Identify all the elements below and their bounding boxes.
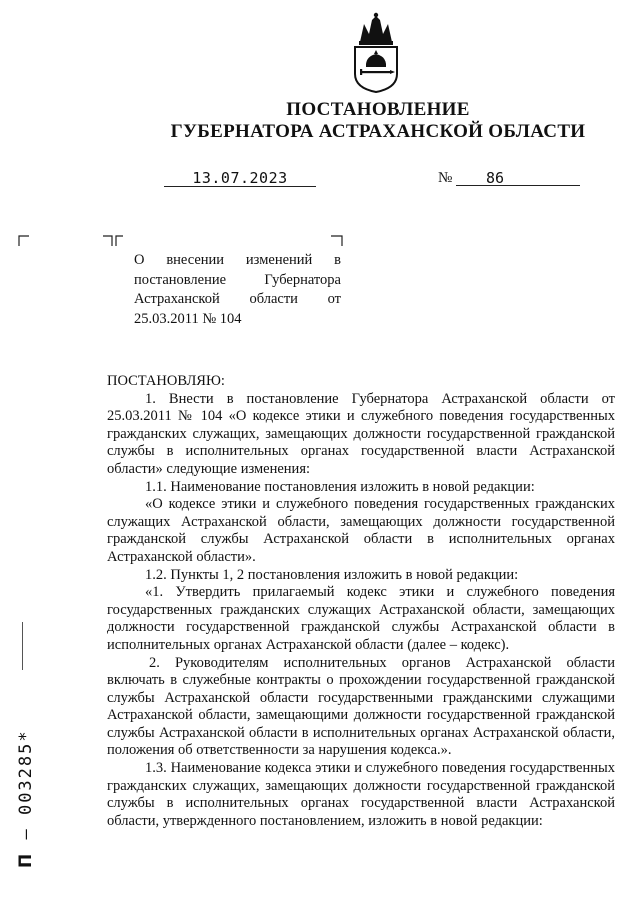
number-label: №: [438, 170, 453, 186]
document-issuer: ГУБЕРНАТОРА АСТРАХАНСКОЙ ОБЛАСТИ: [170, 121, 586, 142]
paragraph: «О кодексе этики и служебного поведения государственных гражданских служащих Астраханской области, замещающих должности государственной гражданской службы Астраханской области в исполнительных органах Астраханской области».: [107, 496, 615, 565]
opening-line: ПОСТАНОВЛЯЮ:: [107, 373, 225, 389]
bracket-top-right: [330, 235, 344, 247]
side-code-prefix: П: [16, 851, 36, 868]
coat-of-arms-icon: [350, 12, 402, 94]
bracket-top-left: [18, 235, 30, 247]
paragraph: 1.1. Наименование постановления изложить в новой редакции:: [145, 478, 535, 495]
paragraph: 1.2. Пункты 1, 2 постановления изложить в новой редакции:: [145, 566, 519, 583]
bracket-top-middle: [102, 235, 124, 247]
document-subject: О внесении изменений в постановление Губернатора Астраханской области от 25.03.2011 № 104: [134, 252, 341, 327]
paragraph: «1. Утвердить прилагаемый кодекс этики и служебного поведения государственных гражданских служащих Астраханской области, замещающих должности государственной гражданской службы Астраханской области в исполнительных органах Астраханской области (далее – кодекс).: [107, 584, 615, 653]
document-number: 86: [456, 170, 580, 186]
document-body: [107, 373, 615, 830]
side-code-number: – 003285*: [16, 729, 36, 840]
paragraph: 1. Внести в постановление Губернатора Астраханской области от 25.03.2011 № 104 «О кодексе этики и служебного поведения государственных гражданских служащих, замещающих должности государственной гражданской службы в исполнительных органах государственной власти Астраханской области» следующие изменения:: [107, 390, 615, 477]
side-registration-code: [16, 729, 36, 868]
document-date: 13.07.2023: [164, 170, 316, 187]
margin-line: [22, 622, 23, 670]
paragraph: 2. Руководителям исполнительных органов Астраханской области включать в служебные контракты о прохождении государственной гражданской службы Астраханской области государственными гражданскими служащими Астраханской области, замещающими должности государственной гражданской службы Астраханской области в исполнительных органах Астраханской области, положения об ответственности за нарушения кодекса.».: [107, 654, 615, 759]
paragraph: 1.3. Наименование кодекса этики и служебного поведения государственных гражданских служащих, замещающих должности государственной гражданской службы в исполнительных органах государственной власти Астраханской области, утвержденного постановлением, изложить в новой редакции:: [107, 760, 615, 829]
document-title: ПОСТАНОВЛЕНИЕ: [286, 99, 470, 120]
